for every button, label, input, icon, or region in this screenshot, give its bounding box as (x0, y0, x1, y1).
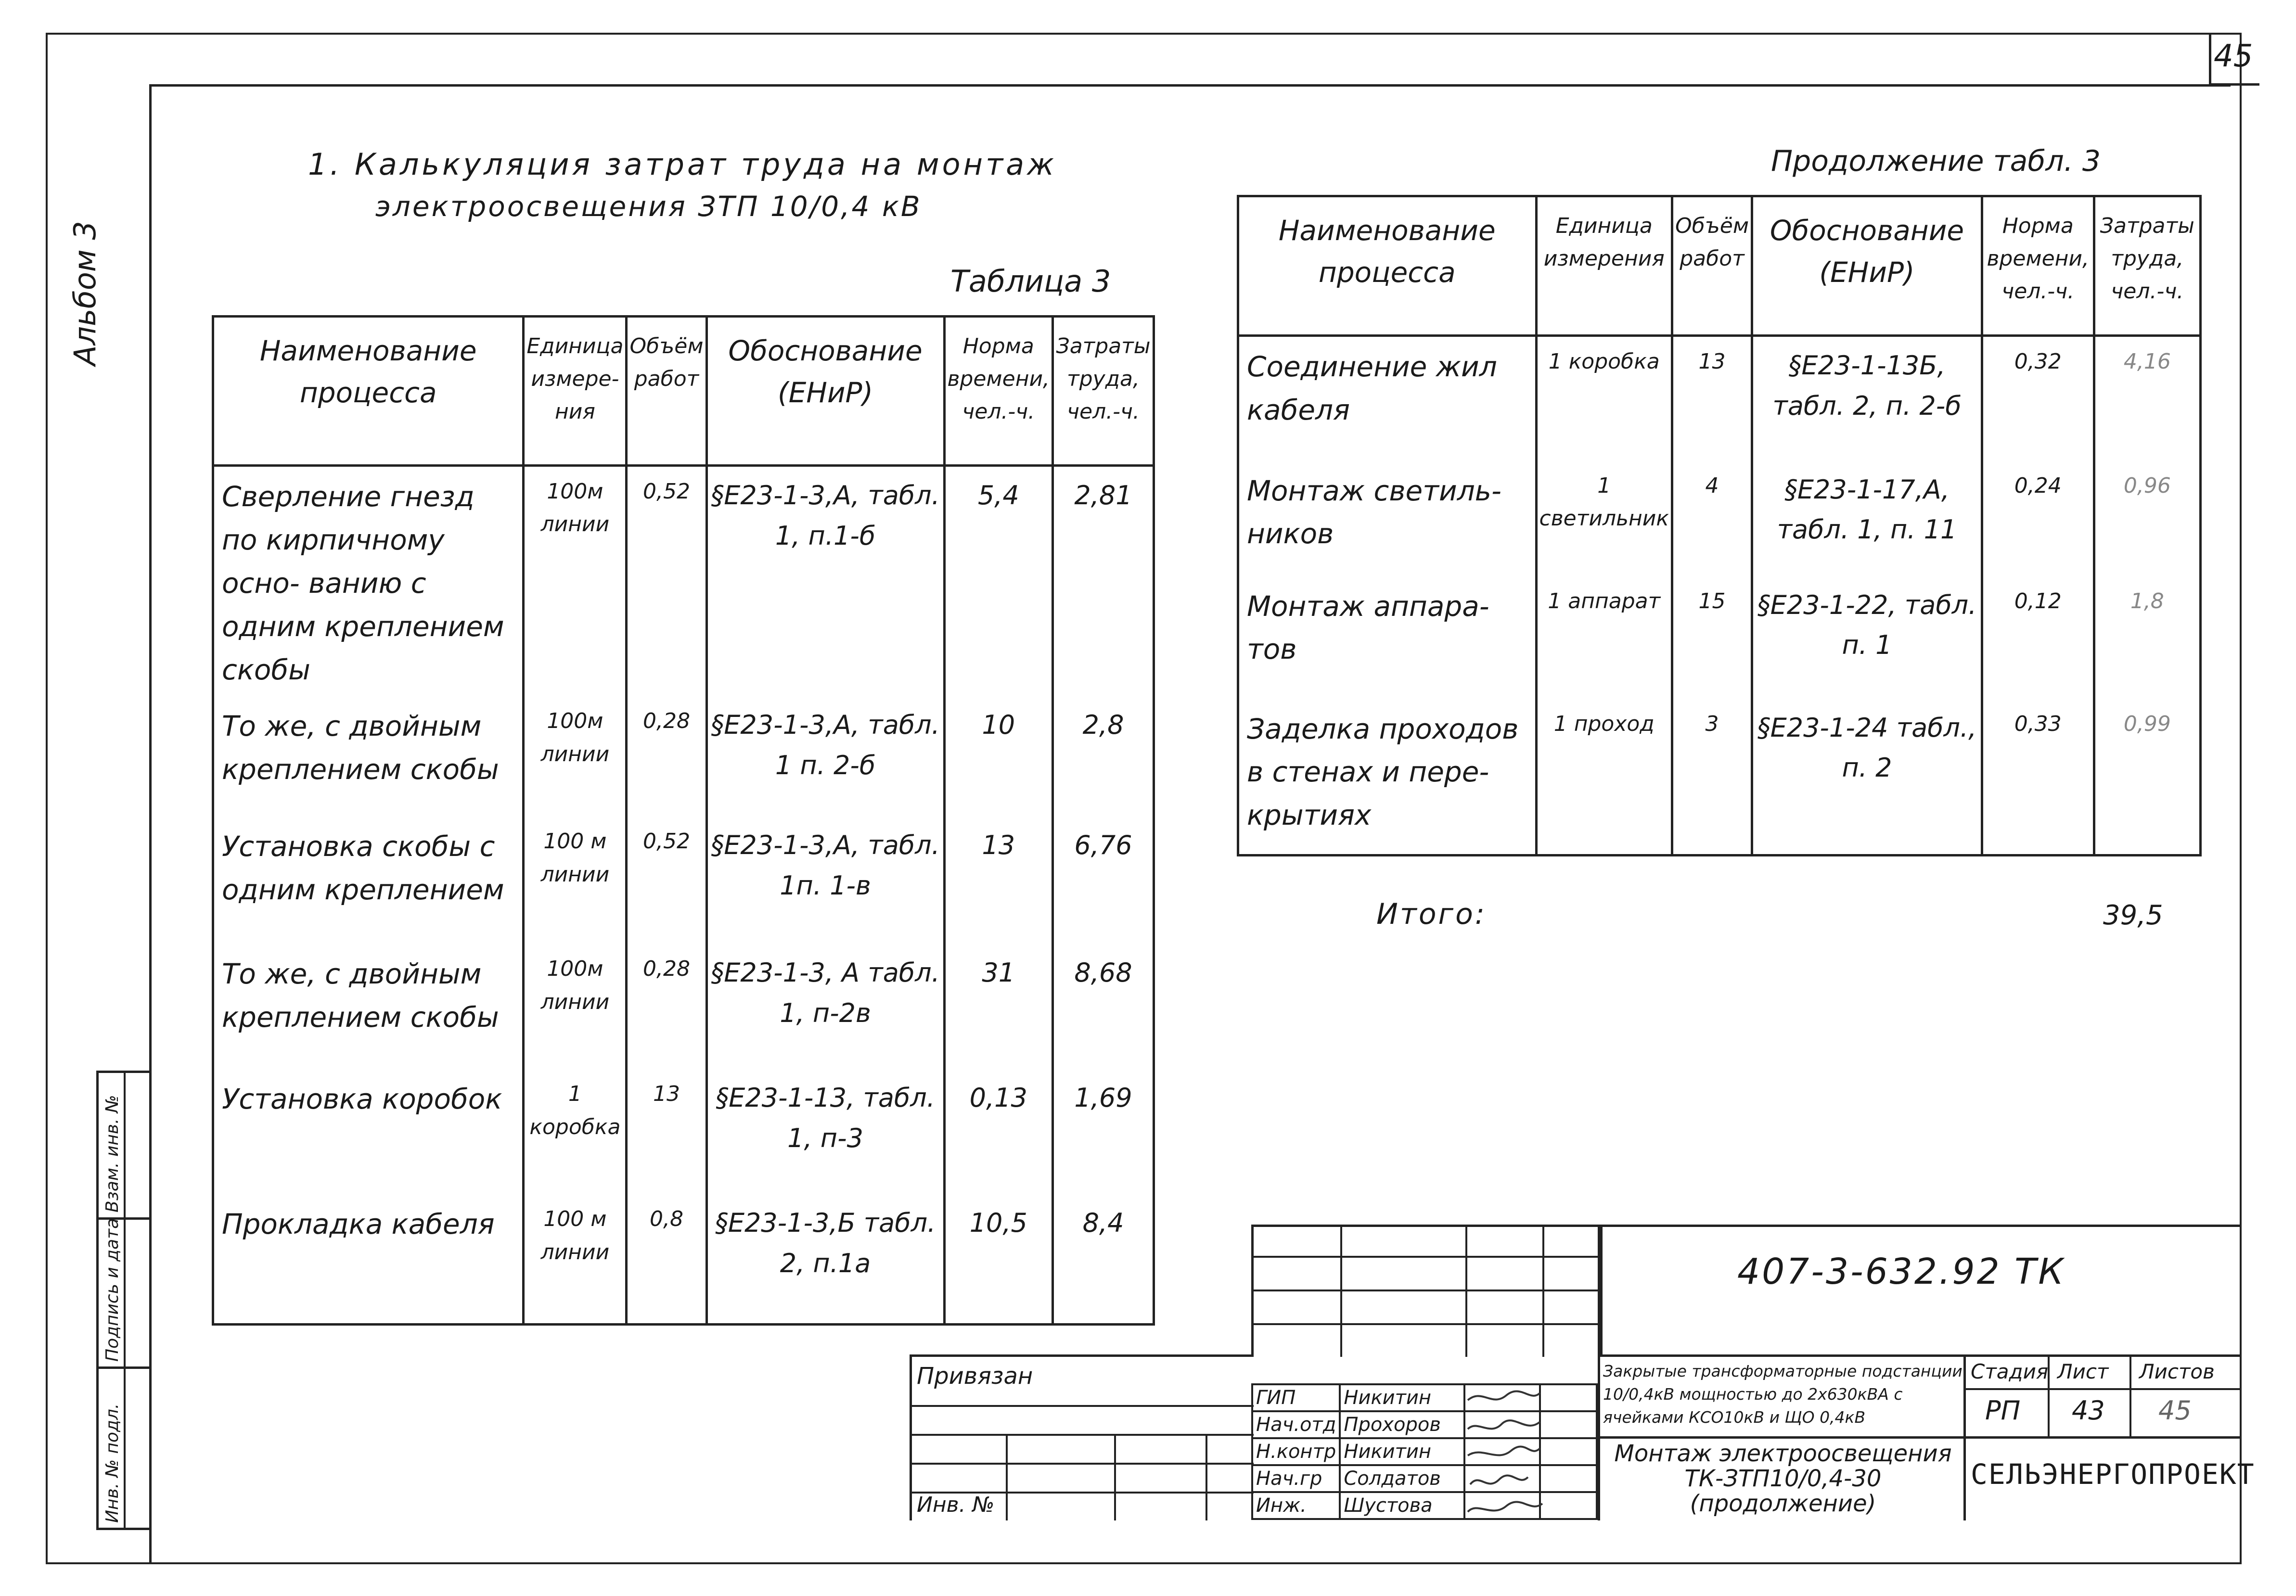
table-row (213, 1069, 1154, 1194)
total-label: Итого: (1376, 897, 1487, 931)
person-name: Солдатов (1340, 1465, 1464, 1492)
row-basis: §Е23-1-3,А, табл. 1, п.1-б (711, 480, 940, 551)
row-cost: 0,99 (2123, 711, 2171, 736)
stage-label: Стадия (1971, 1360, 2049, 1383)
page-number: 45 (2214, 38, 2253, 74)
row-cost: 4,16 (2123, 349, 2171, 374)
row-basis: §Е23-1-13Б, табл. 2, п. 2-б (1772, 350, 1962, 421)
row-basis: §Е23-1-22, табл. п. 1 (1757, 589, 1977, 661)
stage-box (1963, 1354, 2255, 1520)
table-row (213, 1194, 1154, 1324)
row-unit: 100м линии (540, 479, 610, 537)
person-name: Никитин (1340, 1438, 1464, 1465)
row-unit: 1 светильник (1539, 473, 1669, 531)
header-norm: Норма времени, чел.-ч. (944, 317, 1053, 466)
row-basis: §Е23-1-3, А табл. 1, п-2в (711, 958, 940, 1029)
role: Инж. (1252, 1492, 1340, 1519)
row-unit: 1 аппарат (1548, 588, 1661, 613)
row-cost: 2,8 (1082, 710, 1124, 741)
row-name: Монтаж аппара- тов (1247, 589, 1489, 666)
role: Нач.отд (1252, 1411, 1340, 1438)
header-unit: Единица измерения (1536, 196, 1672, 336)
row-basis: §Е23-1-24 табл., п. 2 (1757, 712, 1977, 783)
header-norm: Норма времени, чел.-ч. (1982, 196, 2094, 336)
row-basis: §Е23-1-3,А, табл. 1п. 1-в (711, 830, 940, 901)
row-name: То же, с двойным креплением скобы (222, 710, 499, 786)
title-line-1: 1. Калькуляция затрат труда на монтаж (308, 147, 1057, 182)
row-unit: 100 м линии (540, 1207, 610, 1264)
left-table (212, 315, 1155, 1326)
row-basis: §Е23-1-13, табл. 1, п-3 (716, 1083, 935, 1154)
table-row (213, 944, 1154, 1069)
row-cost: 8,68 (1074, 958, 1132, 988)
signatures-table (1251, 1383, 1598, 1520)
row-volume: 3 (1705, 711, 1719, 736)
side-stamp-signature-date: Подпись и дата (103, 1218, 122, 1362)
row-volume: 13 (1698, 349, 1726, 374)
row-volume: 0,52 (643, 479, 690, 504)
sheet-value: 43 (2072, 1395, 2105, 1426)
row-name: Соединение жил кабеля (1247, 350, 1497, 426)
row-name: Прокладка кабеля (222, 1208, 495, 1241)
row-name: Монтаж светиль- ников (1247, 474, 1501, 550)
header-unit: Единица измере- ния (524, 317, 627, 466)
doc-code: 407-3-632.92 ТК (1737, 1251, 2065, 1292)
row-volume: 15 (1698, 588, 1726, 613)
header-basis: Обоснование (ЕНиР) (1752, 196, 1982, 336)
row-volume: 0,8 (650, 1207, 683, 1232)
row-cost: 6,76 (1074, 830, 1132, 861)
row-norm: 13 (982, 830, 1015, 861)
role: Н.контр (1252, 1438, 1340, 1465)
row-norm: 0,33 (2014, 711, 2062, 736)
row-cost: 1,8 (2130, 588, 2164, 613)
header-basis: Обоснование (ЕНиР) (706, 317, 944, 466)
row-volume: 13 (653, 1082, 680, 1107)
row-unit: 1 проход (1553, 711, 1655, 736)
row-norm: 0,13 (969, 1083, 1027, 1113)
table-row (213, 817, 1154, 944)
title-block-upper-grid (1251, 1225, 1603, 1357)
row-norm: 0,24 (2014, 473, 2062, 498)
title-line-2: электроосвещения ЗТП 10/0,4 кВ (375, 190, 922, 223)
row-name: То же, с двойным креплением скобы (222, 958, 499, 1034)
stage-value: РП (1985, 1395, 2021, 1426)
header-cost: Затраты труда, чел.-ч. (1053, 317, 1154, 466)
table-label: Таблица 3 (950, 264, 1111, 299)
row-norm: 5,4 (977, 480, 1019, 511)
sheets-label: Листов (2139, 1360, 2215, 1383)
header-cost: Затраты труда, чел.-ч. (2094, 196, 2200, 336)
sheet-title: Монтаж электроосвещения ТК-ЗТП10/0,4-30 (продолжение) (1614, 1440, 1952, 1517)
row-norm: 31 (982, 958, 1015, 988)
header-volume: Объём работ (1672, 196, 1752, 336)
header-name: Наименование процесса (213, 317, 524, 466)
privyazan-box (910, 1354, 1254, 1520)
row-basis: §Е23-1-17,А, табл. 1, п. 11 (1777, 474, 1957, 545)
person-name: Прохоров (1340, 1411, 1464, 1438)
row-name: Установка коробок (222, 1083, 502, 1116)
side-stamp (96, 1071, 152, 1530)
row-unit: 1 коробка (529, 1082, 621, 1139)
sheets-value: 45 (2158, 1395, 2192, 1426)
table-row (1238, 699, 2201, 855)
row-cost: 0,96 (2123, 473, 2171, 498)
description-box (1598, 1354, 1966, 1520)
side-stamp-original-inv: Инв. № подл. (103, 1403, 122, 1523)
continuation-label: Продолжение табл. 3 (1771, 144, 2101, 178)
side-stamp-replaced-inv: Взам. инв. № (103, 1095, 122, 1213)
table-row (1238, 461, 2201, 576)
row-unit: 100 м линии (540, 829, 610, 887)
row-volume: 0,28 (643, 709, 690, 734)
row-unit: 100м линии (540, 709, 610, 766)
row-unit: 1 коробка (1548, 349, 1660, 374)
org-name: СЕЛЬЭНЕРГОПРОЕКТ (1971, 1458, 2255, 1491)
row-cost: 2,81 (1074, 480, 1132, 511)
person-name: Шустова (1340, 1492, 1464, 1519)
row-cost: 8,4 (1082, 1208, 1124, 1238)
total-value: 39,5 (2103, 900, 2163, 931)
row-norm: 10,5 (969, 1208, 1027, 1238)
row-cost: 1,69 (1074, 1083, 1132, 1113)
header-volume: Объём работ (627, 317, 706, 466)
row-volume: 0,52 (643, 829, 690, 854)
row-basis: §Е23-1-3,А, табл. 1 п. 2-б (711, 710, 940, 781)
row-volume: 0,28 (643, 957, 690, 982)
role: Нач.гр (1252, 1465, 1340, 1492)
privyazan-label: Привязан (917, 1363, 1033, 1390)
row-volume: 4 (1705, 473, 1719, 498)
table-row (1238, 336, 2201, 461)
row-basis: §Е23-1-3,Б табл. 2, п.1а (715, 1208, 936, 1279)
row-name: Заделка проходов в стенах и пере- крытиях (1247, 712, 1519, 832)
row-norm: 0,32 (2014, 349, 2062, 374)
album-label: Альбом 3 (67, 221, 103, 366)
header-name: Наименование процесса (1238, 196, 1537, 336)
row-norm: 10 (982, 710, 1015, 741)
signature-scribbles (1463, 1386, 1545, 1520)
table-row (1238, 576, 2201, 699)
description-text: Закрытые трансформаторные подстанции 10/0,4кВ мощностью до 2х630кВА с ячейками КСО10кВ и ЩО 0,4кВ (1603, 1362, 1963, 1427)
row-name: Сверление гнезд по кирпичному осно- ванию с одним креплением скобы (222, 480, 504, 686)
right-table (1237, 195, 2202, 856)
table-row (213, 696, 1154, 817)
person-name: Никитин (1340, 1384, 1464, 1411)
inv-no-label: Инв. № (917, 1493, 995, 1517)
sheet-label: Лист (2057, 1360, 2109, 1383)
row-norm: 0,12 (2014, 588, 2062, 613)
role: ГИП (1252, 1384, 1340, 1411)
table-row (213, 466, 1154, 697)
row-name: Установка скобы с одним креплением (222, 830, 504, 907)
row-unit: 100м линии (540, 957, 610, 1014)
